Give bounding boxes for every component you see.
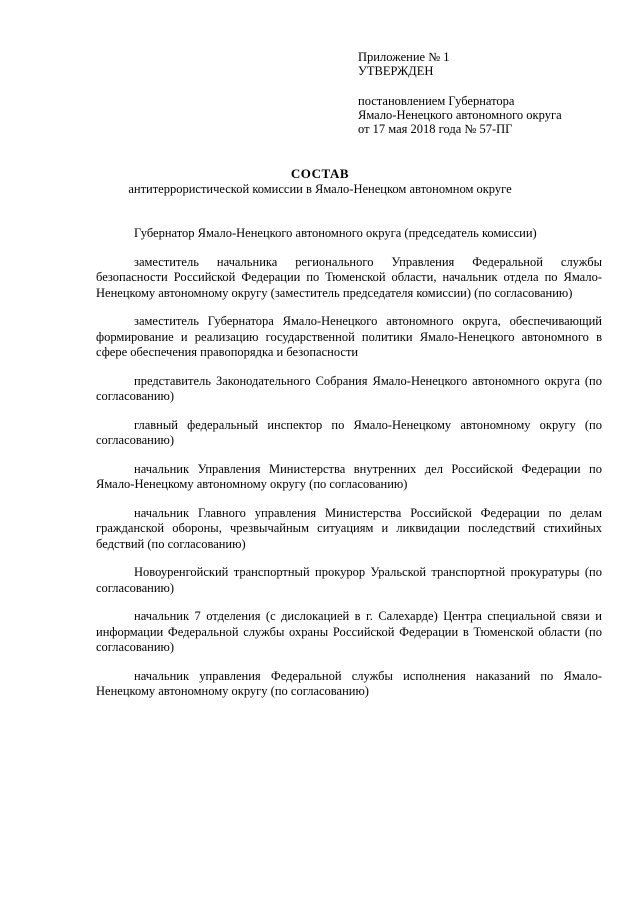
member-item: начальник Управления Министерства внутренних дел Российской Федерации по Ямало-Ненецкому автономному округу (по согласованию)	[96, 461, 602, 491]
approval-date-line: от 17 мая 2018 года № 57-ПГ	[358, 122, 513, 136]
member-item: заместитель Губернатора Ямало-Ненецкого автономного округа, обеспечивающий формирование и реализацию государственной политики Ямало-Ненецкого автономного в сфере обеспечения правопорядка и безопасности	[96, 314, 602, 359]
member-item: Новоуренгойский транспортный прокурор Уральской транспортной прокуратуры (по согласованию)	[96, 565, 602, 595]
document-title: СОСТАВ	[290, 166, 350, 181]
approval-decree-line: постановлением Губернатора	[358, 94, 515, 108]
member-item: начальник 7 отделения (с дислокацией в г. Салехарде) Центра специальной связи и информации Федеральной службы охраны Российской Федерации в Тюменской области (по согласованию)	[96, 609, 602, 654]
members-list	[96, 226, 602, 713]
member-item: начальник управления Федеральной службы исполнения наказаний по Ямало-Ненецкому автономному округу (по согласованию)	[96, 668, 602, 698]
member-item: заместитель начальника регионального Управления Федеральной службы безопасности Российской Федерации по Тюменской области, начальник отдела по Ямало-Ненецкому автономному округу (заместитель председателя комиссии) (по согласованию)	[96, 254, 602, 300]
approval-block	[358, 50, 620, 136]
approved-label: УТВЕРЖДЕН	[358, 64, 434, 78]
member-item: главный федеральный инспектор по Ямало-Ненецкому автономному округу (по согласованию)	[96, 417, 602, 447]
approval-region-line: Ямало-Ненецкого автономного округа	[358, 108, 562, 122]
member-item: начальник Главного управления Министерства Российской Федерации по делам гражданской обороны, чрезвычайным ситуациям и ликвидации последствий стихийных бедствий (по согласованию)	[96, 505, 602, 551]
member-item: Губернатор Ямало-Ненецкого автономного округа (председатель комиссии)	[134, 226, 537, 240]
member-item: представитель Законодательного Собрания Ямало-Ненецкого автономного округа (по согласованию)	[96, 373, 602, 403]
approval-spacer	[358, 78, 620, 94]
appendix-number: Приложение № 1	[358, 50, 450, 64]
document-subtitle: антитеррористической комиссии в Ямало-Ненецком автономном округе	[128, 182, 512, 196]
